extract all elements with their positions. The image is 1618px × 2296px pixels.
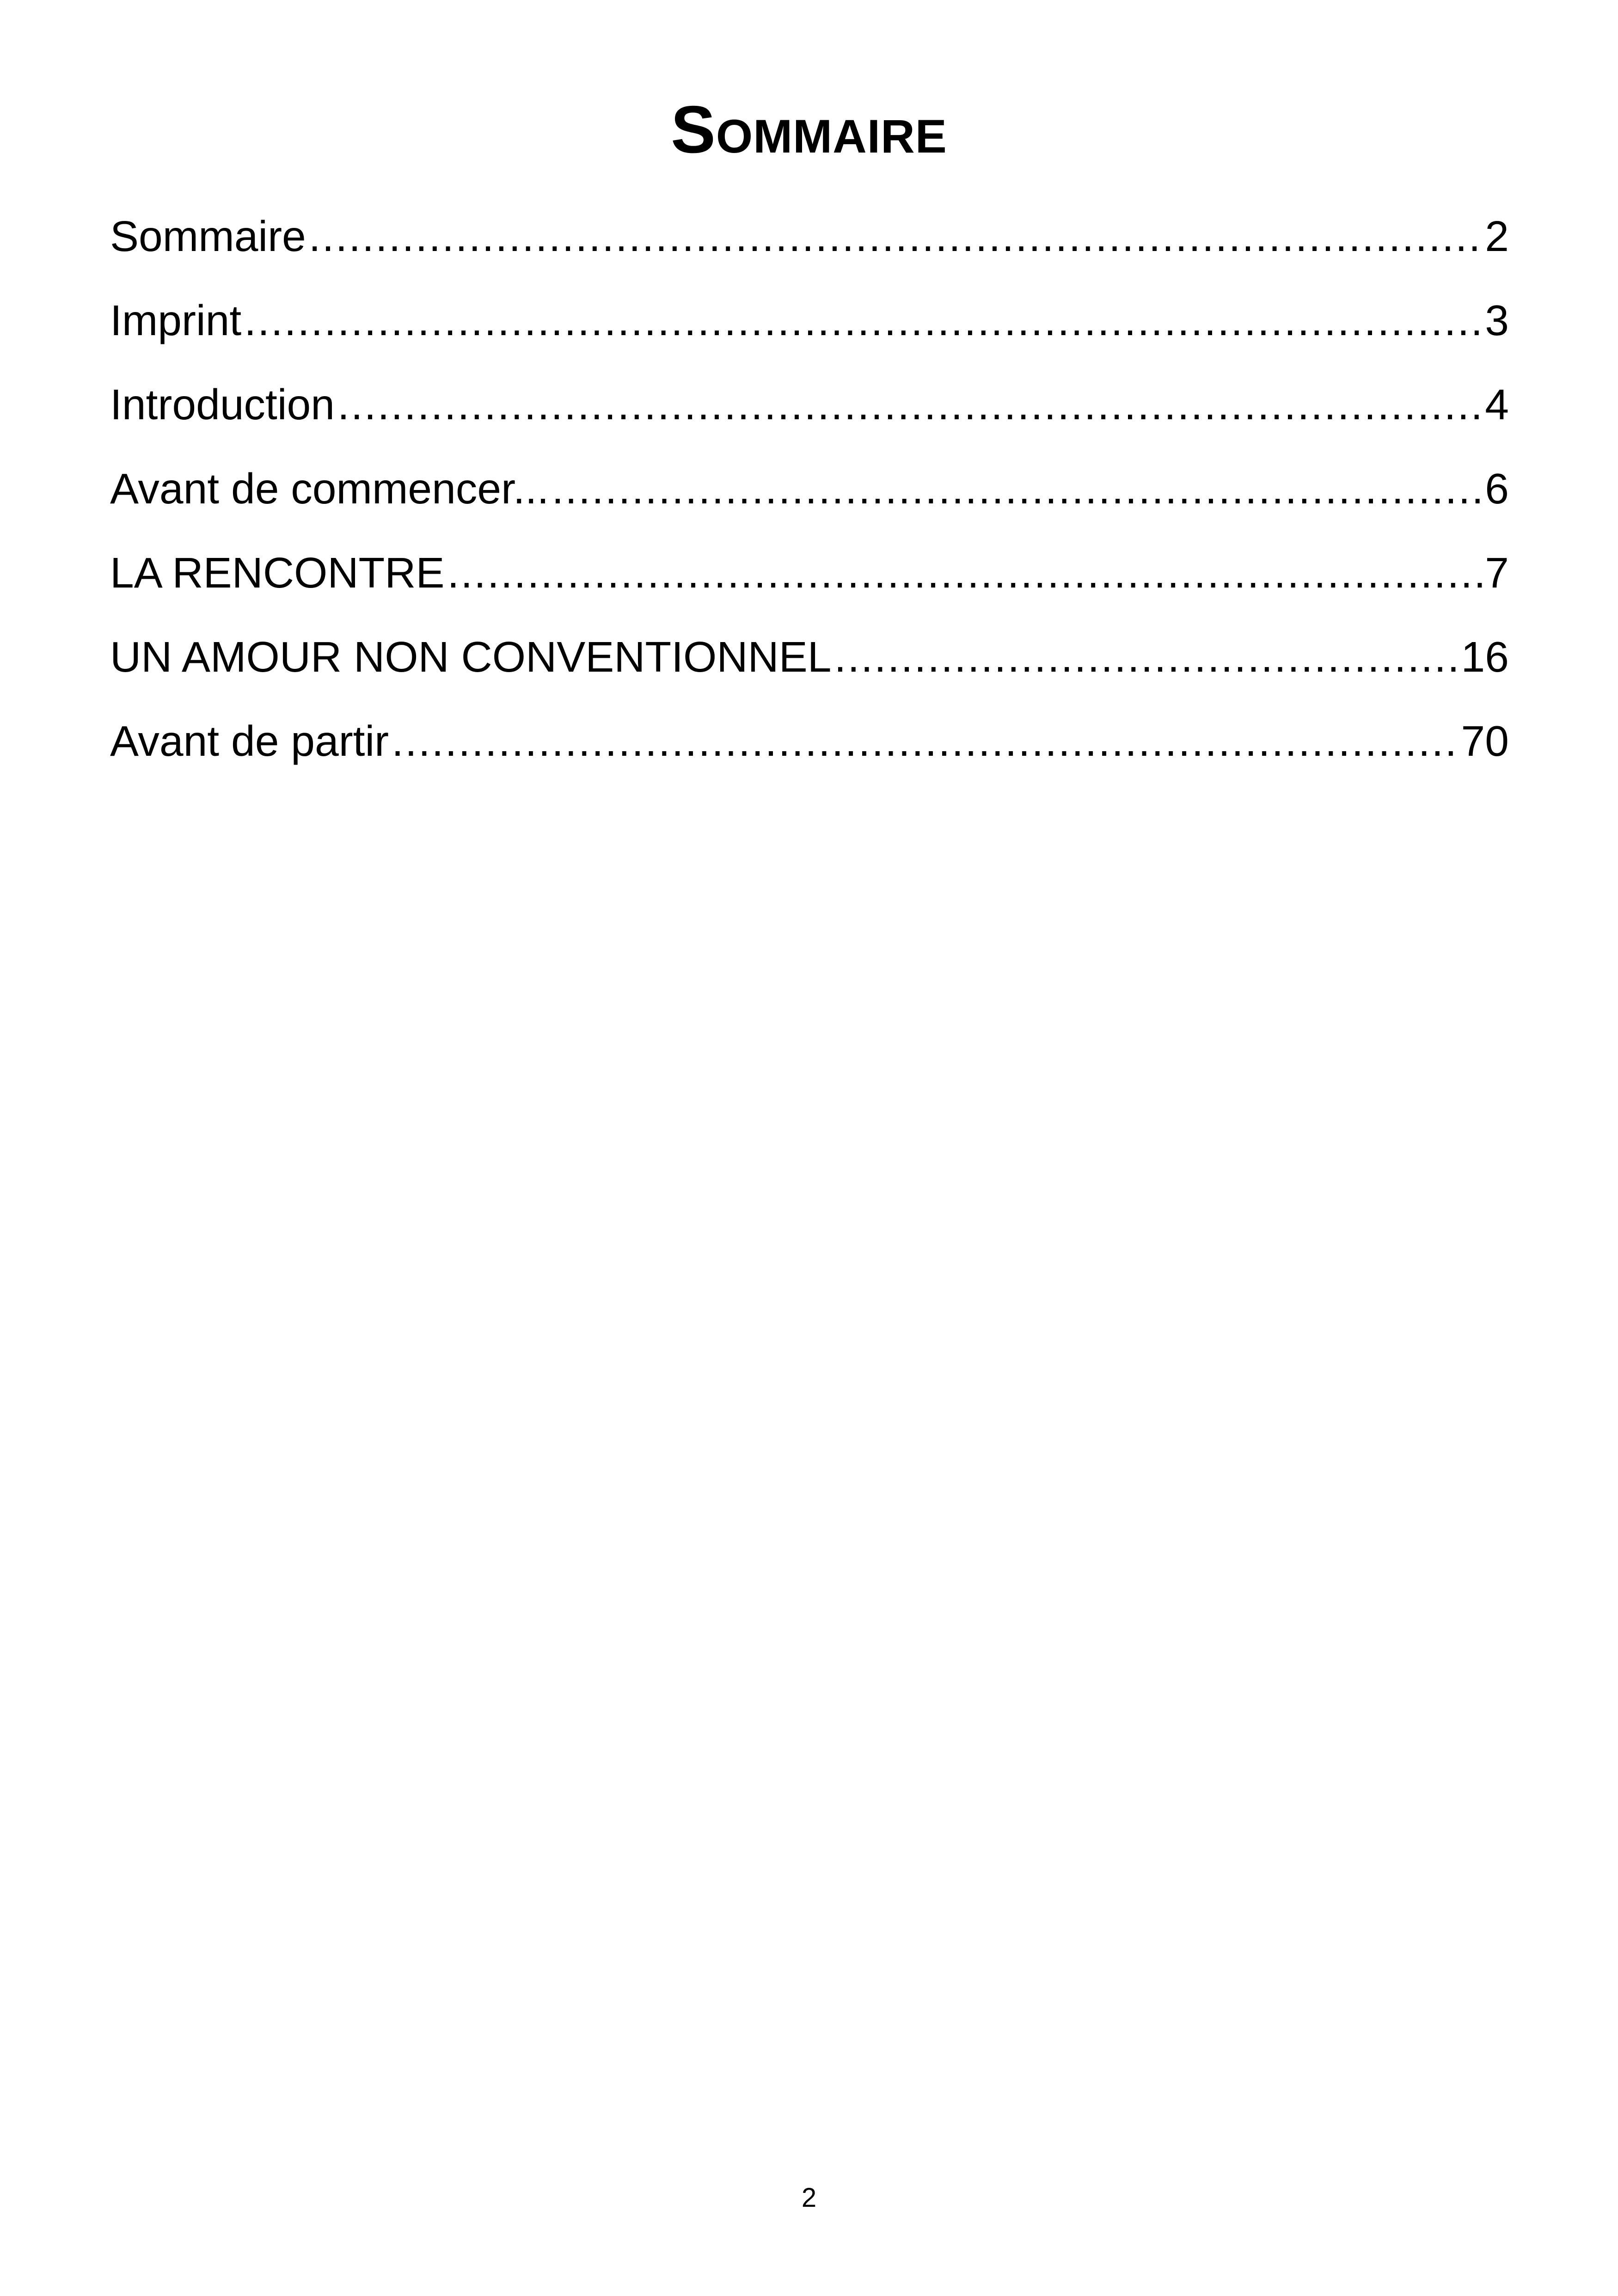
toc-entry[interactable]	[110, 615, 1509, 699]
table-of-contents	[110, 194, 1509, 783]
page-number: 2	[801, 2183, 817, 2213]
toc-entry[interactable]	[110, 699, 1509, 783]
toc-entry-page: 7	[1485, 549, 1509, 597]
toc-entry-page: 4	[1485, 380, 1509, 429]
toc-entry-page: 16	[1461, 633, 1509, 681]
toc-entry-title: LA RENCONTRE	[110, 549, 445, 597]
toc-dot-leader	[447, 531, 1482, 615]
toc-entry-title: Avant de commencer...	[110, 465, 549, 513]
toc-entry-title: UN AMOUR NON CONVENTIONNEL	[110, 633, 832, 681]
toc-dot-leader	[834, 615, 1458, 699]
toc-dot-leader	[337, 362, 1482, 447]
toc-dot-leader	[244, 278, 1482, 362]
toc-entry[interactable]	[110, 531, 1509, 615]
toc-entry-title: Imprint	[110, 296, 242, 344]
toc-dot-leader	[392, 699, 1458, 783]
toc-entry-title: Avant de partir	[110, 717, 389, 765]
toc-entry[interactable]	[110, 362, 1509, 447]
toc-entry[interactable]	[110, 447, 1509, 531]
toc-entry-title: Introduction	[110, 380, 335, 429]
toc-dot-leader	[309, 194, 1482, 278]
toc-entry[interactable]	[110, 194, 1509, 278]
toc-entry-page: 3	[1485, 296, 1509, 344]
toc-entry-page: 70	[1461, 717, 1509, 765]
toc-entry[interactable]	[110, 278, 1509, 362]
toc-entry-page: 2	[1485, 212, 1509, 260]
page-title: Sommaire	[671, 92, 947, 167]
toc-dot-leader	[552, 447, 1482, 531]
toc-entry-title: Sommaire	[110, 212, 306, 260]
toc-entry-page: 6	[1485, 465, 1509, 513]
